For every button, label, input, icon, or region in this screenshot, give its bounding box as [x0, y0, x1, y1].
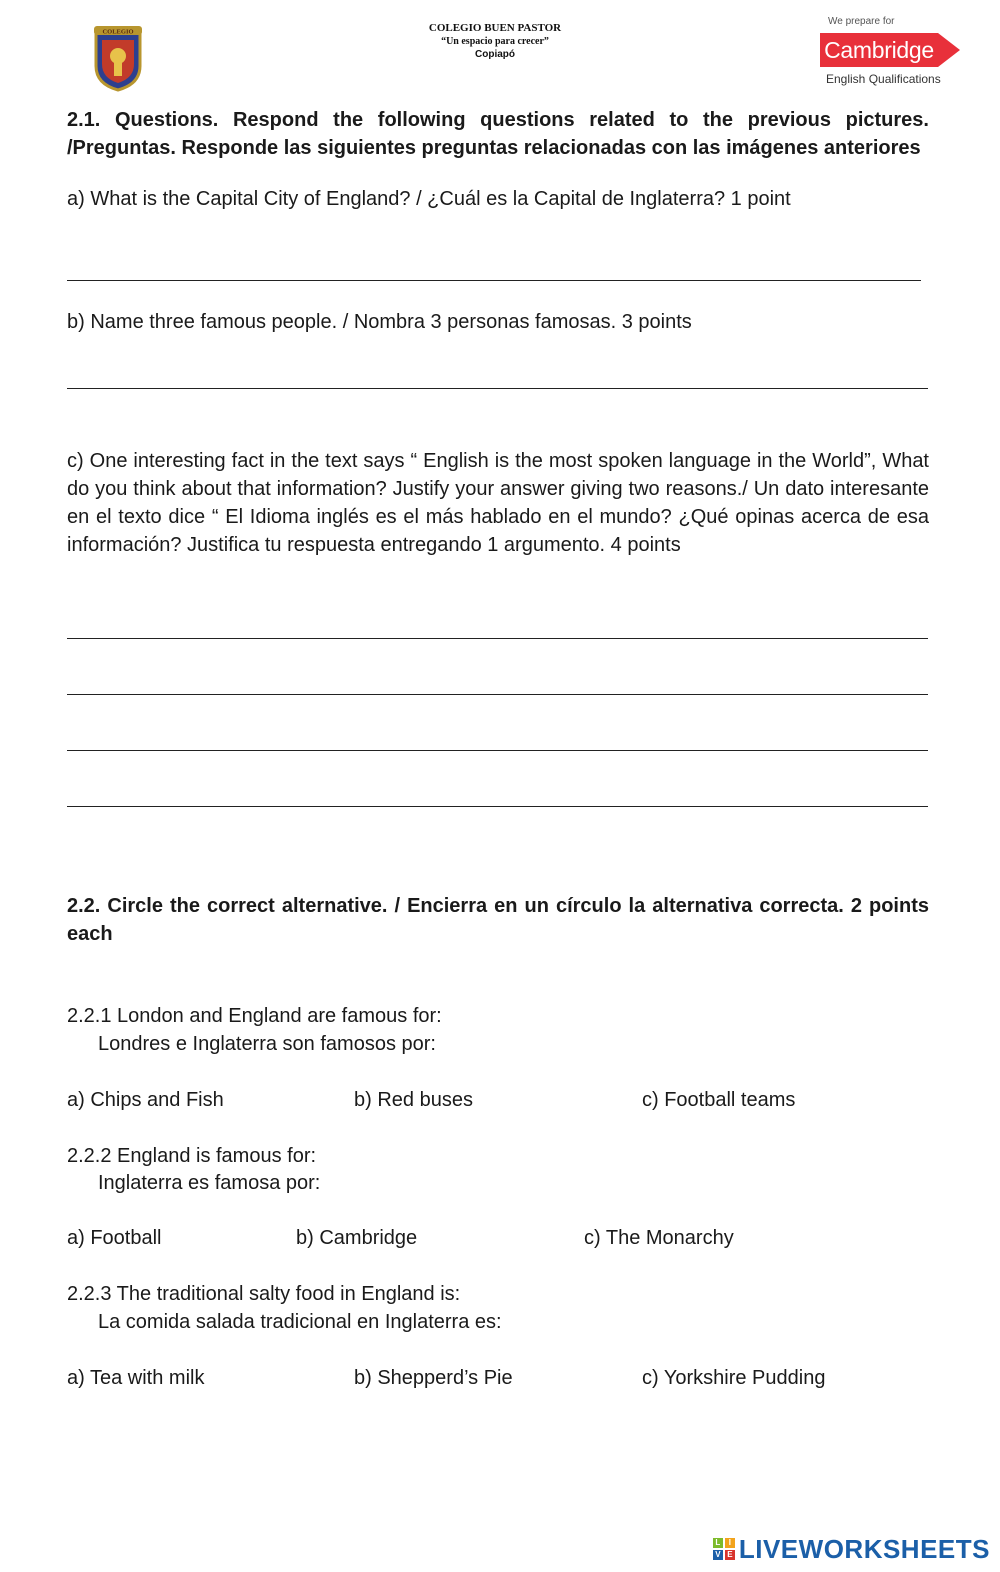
question-2-2-2-en: 2.2.2 England is famous for: [67, 1145, 317, 1167]
answer-line-a[interactable] [67, 280, 921, 281]
option-2-2-1-a[interactable]: a) Chips and Fish [67, 1089, 224, 1111]
cambridge-logo [820, 33, 962, 67]
option-2-2-3-a[interactable]: a) Tea with milk [67, 1367, 205, 1389]
liveworksheets-icon [713, 1538, 735, 1560]
option-2-2-3-c[interactable]: c) Yorkshire Pudding [642, 1367, 826, 1389]
option-2-2-1-b[interactable]: b) Red buses [354, 1089, 473, 1111]
answer-line-c2[interactable] [67, 694, 928, 695]
school-header [395, 22, 595, 61]
option-2-2-3-b[interactable]: b) Shepperd’s Pie [354, 1367, 513, 1389]
cambridge-subtitle: English Qualifications [826, 72, 941, 86]
question-c: c) One interesting fact in the text says “ English is the most spoken language in the World”, What do you think about that information? Justify your answer giving two reasons./ Un dato interesante en el texto dice “ El Idioma inglés es el más hablado en el mundo? ¿Qué opinas acerca de esa información? Justifica tu respuesta entregando 1 argumento. 4 points [67, 450, 929, 556]
answer-line-b[interactable] [67, 388, 928, 389]
school-city: Copiapó [475, 49, 515, 60]
logo-letter-l: L [713, 1538, 723, 1548]
liveworksheets-text: LIVEWORKSHEETS [738, 1533, 990, 1564]
section-2-2-title: 2.2. Circle the correct alternative. / Encierra en un círculo la alternativa correcta. 2 points each [67, 895, 929, 945]
question-2-2-1-en: 2.2.1 London and England are famous for: [67, 1005, 442, 1027]
option-2-2-2-c[interactable]: c) The Monarchy [584, 1227, 734, 1249]
question-b: b) Name three famous people. / Nombra 3 personas famosas. 3 points [67, 311, 692, 333]
option-2-2-2-b[interactable]: b) Cambridge [296, 1227, 418, 1249]
school-crest-logo [92, 26, 144, 92]
answer-line-c4[interactable] [67, 806, 928, 807]
option-2-2-1-c[interactable]: c) Football teams [642, 1089, 796, 1111]
question-2-2-1-es: Londres e Inglaterra son famosos por: [98, 1033, 436, 1055]
question-2-2-3-en: 2.2.3 The traditional salty food in England is: [67, 1283, 461, 1305]
cambridge-pretext: We prepare for [828, 16, 895, 27]
question-2-2-3-es: La comida salada tradicional en Inglaterra es: [98, 1311, 502, 1333]
question-2-2-2-es: Inglaterra es famosa por: [98, 1172, 321, 1194]
section-2-1-title: 2.1. Questions. Respond the following questions related to the previous pictures. /Preguntas. Responde las siguientes preguntas relacionadas con las imágenes anteriores [67, 109, 929, 159]
question-a: a) What is the Capital City of England? / ¿Cuál es la Capital de Inglaterra? 1 point [67, 188, 791, 210]
crest-label: COLEGIO [102, 28, 134, 36]
answer-line-c3[interactable] [67, 750, 928, 751]
liveworksheets-logo [713, 1533, 990, 1564]
logo-letter-i: I [725, 1538, 735, 1548]
school-motto: “Un espacio para crecer” [441, 36, 549, 47]
logo-letter-v: V [713, 1550, 723, 1560]
option-2-2-2-a[interactable]: a) Football [67, 1227, 162, 1249]
logo-letter-e: E [725, 1550, 735, 1560]
answer-line-c1[interactable] [67, 638, 928, 639]
cambridge-label: Cambridge [824, 37, 934, 63]
school-name: COLEGIO BUEN PASTOR [428, 22, 562, 34]
